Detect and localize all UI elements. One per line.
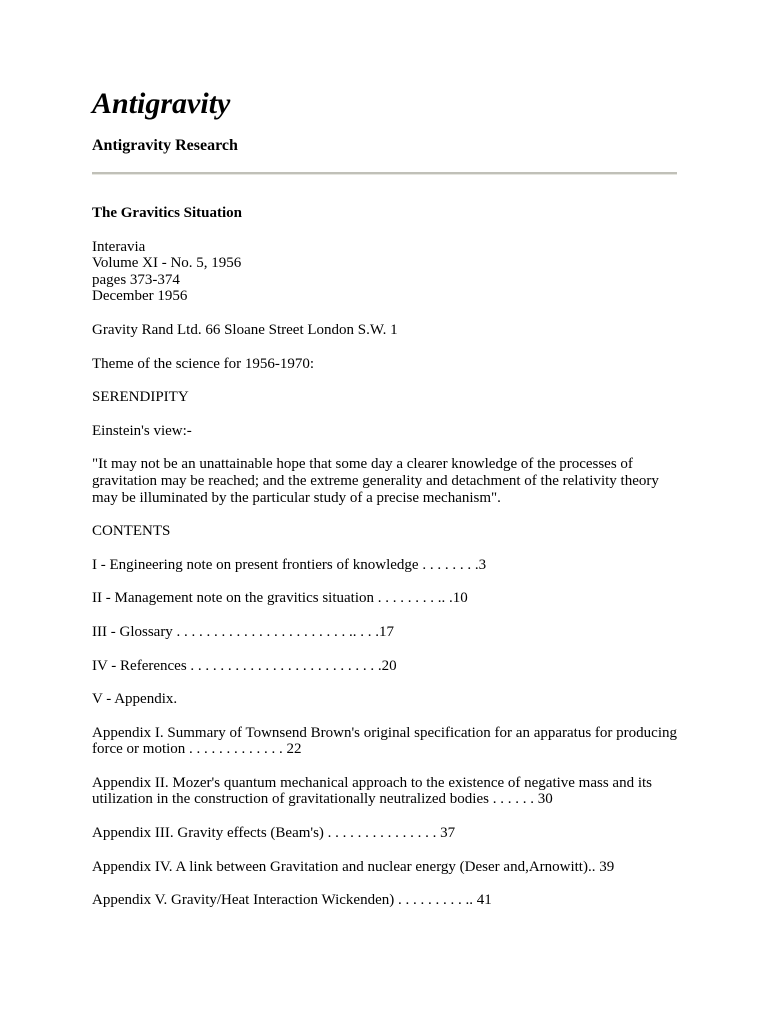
contents-heading: CONTENTS bbox=[92, 523, 171, 540]
publication-pages: pages 373-374 bbox=[92, 271, 180, 288]
section-title: The Gravitics Situation bbox=[92, 205, 243, 221]
publication-block bbox=[92, 239, 677, 305]
theme-intro-paragraph: Theme of the science for 1956-1970: bbox=[92, 355, 315, 372]
contents-item-engineering-note: I - Engineering note on present frontiers of knowledge . . . . . . . .3 bbox=[92, 556, 487, 573]
contents-item-references: IV - References . . . . . . . . . . . . . . . . . . . . . . . . . .20 bbox=[92, 657, 397, 674]
contents-item-appendix: V - Appendix. bbox=[92, 691, 178, 708]
publication-name: Interavia bbox=[92, 238, 146, 255]
article-body bbox=[92, 205, 677, 926]
einstein-quote: "It may not be an unattainable hope that some day a clearer knowledge of the processes of gravitation may be reached; and the extreme generality and detachment of the relativity theory may be illuminated by the particular study of a precise mechanism". bbox=[92, 456, 659, 506]
einstein-intro-paragraph: Einstein's view:- bbox=[92, 422, 192, 439]
publication-volume: Volume XI - No. 5, 1956 bbox=[92, 255, 242, 272]
contents-item-glossary: III - Glossary . . . . . . . . . . . . . . . . . . . . . . . .. . . .17 bbox=[92, 623, 395, 640]
contents-item-appendix-2: Appendix II. Mozer's quantum mechanical approach to the existence of negative mass and its utilization in the construction of gravitationally neutralized bodies . . . . . . 30 bbox=[92, 774, 653, 808]
contents-item-management-note: II - Management note on the gravitics situation . . . . . . . . .. .10 bbox=[92, 590, 468, 607]
contents-item-appendix-3: Appendix III. Gravity effects (Beam's) . . . . . . . . . . . . . . . 37 bbox=[92, 825, 456, 842]
publication-date: December 1956 bbox=[92, 288, 188, 305]
address-paragraph: Gravity Rand Ltd. 66 Sloane Street London S.W. 1 bbox=[92, 321, 398, 338]
page-subtitle: Antigravity Research bbox=[92, 137, 238, 154]
contents-item-appendix-5: Appendix V. Gravity/Heat Interaction Wickenden) . . . . . . . . . .. 41 bbox=[92, 892, 492, 909]
contents-item-appendix-1: Appendix I. Summary of Townsend Brown's original specification for an apparatus for producing force or motion . . . . . . . . . . . . . 22 bbox=[92, 724, 677, 758]
theme-paragraph: SERENDIPITY bbox=[92, 389, 189, 406]
horizontal-divider bbox=[92, 172, 677, 175]
page-title: Antigravity bbox=[92, 87, 231, 120]
contents-item-appendix-4: Appendix IV. A link between Gravitation and nuclear energy (Deser and,Arnowitt).. 39 bbox=[92, 858, 615, 875]
